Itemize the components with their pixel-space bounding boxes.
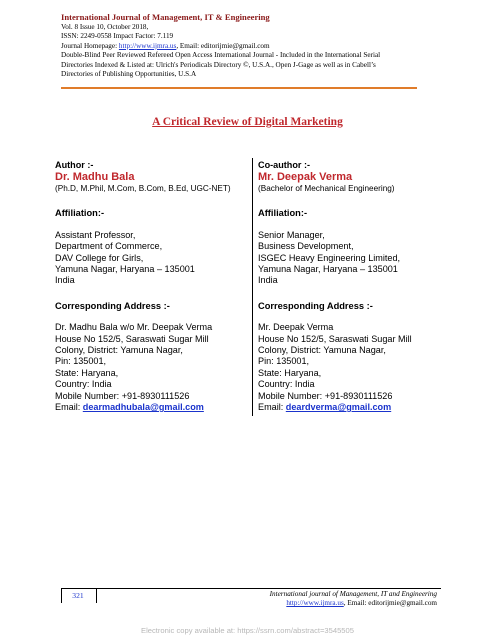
coauthor-affiliation-line: Business Development, [258, 241, 354, 252]
coauthor-name: Mr. Deepak Verma [258, 171, 353, 184]
footer-contact-line [270, 599, 437, 608]
coauthor-email-link[interactable]: deardverma@gmail.com [285, 402, 392, 413]
coauthor-address-line: Pin: 135001, [258, 356, 310, 367]
author-address-line: Colony, District: Yamuna Nagar, [55, 345, 183, 356]
footer-journal-name: International journal of Management, IT and Engineering [269, 590, 437, 598]
author-name: Dr. Madhu Bala [55, 171, 135, 184]
homepage-link[interactable]: http://www.ijmra.us [118, 41, 177, 50]
author-address-line: State: Haryana, [55, 367, 119, 378]
author-column [55, 160, 245, 414]
author-address-line: Pin: 135001, [55, 356, 107, 367]
volume-info: Vol. 8 Issue 10, October 2018, [61, 23, 149, 31]
coauthor-qualifications: (Bachelor of Mechanical Engineering) [258, 184, 395, 194]
issn-info: ISSN: 2249-0558 Impact Factor: 7.119 [61, 32, 174, 41]
homepage-prefix: Journal Homepage: [61, 41, 119, 50]
coauthor-address-line: Mobile Number: +91-8930111526 [258, 390, 393, 401]
journal-header [61, 12, 441, 79]
author-affiliation-line: Assistant Professor, [55, 229, 136, 240]
coauthor-affiliation-line: India [258, 275, 278, 286]
author-affiliation-line: Department of Commerce, [55, 241, 163, 252]
author-affiliation-line: DAV College for Girls, [55, 252, 144, 263]
column-divider [252, 158, 253, 416]
coauthor-address-line: State: Haryana, [258, 367, 322, 378]
indexing-line-1: Double-Blind Peer Reviewed Refereed Open Access International Journal - Included in the International Serial [61, 51, 381, 60]
author-affiliation-line: Yamuna Nagar, Haryana – 135001 [55, 264, 195, 275]
coauthor-email-label: Email: [258, 402, 286, 413]
coauthor-address-line: Mr. Deepak Verma [258, 322, 334, 333]
header-divider [61, 87, 417, 89]
coauthor-address-label: Corresponding Address :- [258, 300, 373, 311]
coauthor-address-line: Colony, District: Yamuna Nagar, [258, 345, 386, 356]
footer-url-link[interactable]: http://www.ijmra.us [286, 599, 344, 608]
author-label: Author :- [55, 160, 94, 170]
coauthor-email-line [258, 402, 458, 413]
author-address-label: Corresponding Address :- [55, 300, 170, 311]
coauthor-address-line: Country: India [258, 379, 315, 390]
author-address-line: Mobile Number: +91-8930111526 [55, 390, 190, 401]
author-affiliation-label: Affiliation:- [55, 208, 105, 219]
header-email: , Email: editorijmie@gmail.com [176, 41, 270, 50]
author-affiliation-line: India [55, 275, 75, 286]
coauthor-affiliation-line: Senior Manager, [258, 229, 325, 240]
coauthor-affiliation-line: Yamuna Nagar, Haryana – 135001 [258, 264, 398, 275]
author-qualifications: (Ph.D, M.Phil, M.Com, B.Com, B.Ed, UGC-NET) [55, 184, 231, 194]
coauthor-affiliation-line: ISGEC Heavy Engineering Limited, [258, 252, 401, 263]
page-number: 321 [72, 591, 84, 600]
author-email-label: Email: [55, 402, 83, 413]
author-address-line: House No 152/5, Saraswati Sugar Mill [55, 333, 209, 344]
electronic-copy-notice: Electronic copy available at: https://ssrn.com/abstract=3545505 [141, 626, 354, 635]
coauthor-label: Co-author :- [258, 160, 311, 170]
author-address-line: Country: India [55, 379, 112, 390]
footer-journal-info [270, 590, 437, 609]
footer-divider [61, 588, 441, 589]
indexing-line-2: Directories Indexed & Listed at: Ulrich's Periodicals Directory ©, U.S.A., Open J-Gage as well as in Cabell’s [61, 60, 376, 69]
coauthor-column [258, 160, 458, 414]
footer-email: , Email: editorijmie@gmail.com [343, 599, 437, 608]
journal-title: International Journal of Management, IT & Engineering [61, 12, 270, 22]
author-email-link[interactable]: dearmadhubala@gmail.com [82, 402, 204, 413]
coauthor-address-line: House No 152/5, Saraswati Sugar Mill [258, 333, 412, 344]
coauthor-affiliation-label: Affiliation:- [258, 208, 308, 219]
indexing-line-3: Directories of Publishing Opportunities, U.S.A [61, 70, 197, 79]
homepage-line [61, 42, 441, 51]
author-email-line [55, 402, 245, 413]
author-address-line: Dr. Madhu Bala w/o Mr. Deepak Verma [55, 322, 213, 333]
paper-title: A Critical Review of Digital Marketing [152, 116, 343, 128]
